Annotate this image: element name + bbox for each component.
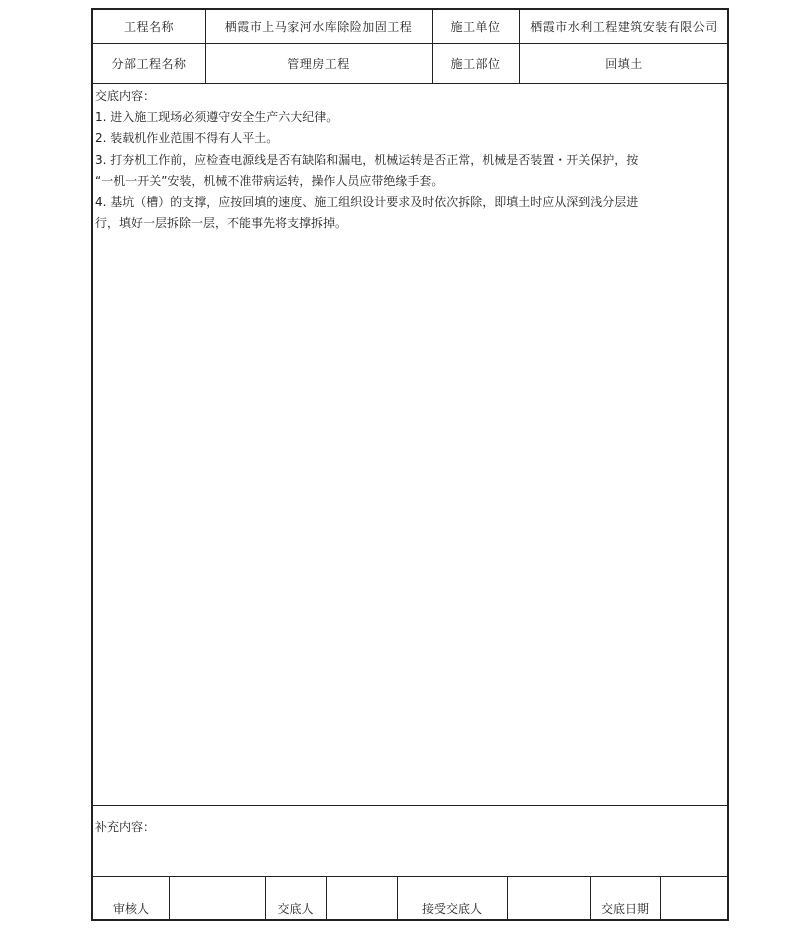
- row-divider: [93, 83, 727, 84]
- discloser-label: 交底人: [277, 901, 314, 916]
- reviewer-value: [170, 899, 265, 917]
- disclosure-form: [91, 8, 729, 921]
- construction-unit-label: 施工单位: [450, 20, 501, 34]
- content-line: 1. 进入施工现场必须遵守安全生产六大纪律。: [95, 110, 339, 125]
- project-name-label: 工程名称: [123, 20, 174, 34]
- date-value: [661, 899, 727, 917]
- receiver-label: 接受交底人: [421, 901, 482, 916]
- supplement-heading: 补充内容：: [95, 820, 156, 834]
- date-label: 交底日期: [600, 901, 649, 916]
- sub-project-value: 管理房工程: [287, 57, 350, 71]
- content-line: 4. 基坑（槽）的支撑，应按回填的速度、施工组织设计要求及时依次拆除，即填土时应从深到浅分层进: [95, 195, 639, 210]
- construction-part-value: 回填土: [605, 57, 643, 71]
- receiver-value: [508, 899, 590, 917]
- sub-project-label: 分部工程名称: [111, 57, 187, 71]
- content-line: “一机一开关”安装，机械不准带病运转，操作人员应带绝缘手套。: [95, 173, 444, 188]
- content-heading: 交底内容：: [95, 89, 156, 103]
- row-divider: [93, 805, 727, 806]
- construction-part-label: 施工部位: [450, 57, 501, 71]
- discloser-value: [327, 899, 397, 917]
- content-line: 3. 打夯机工作前，应检查电源线是否有缺陷和漏电，机械运转是否正常，机械是否装置・开关保护，按: [95, 152, 639, 167]
- project-name-value: 栖霞市上马家河水库除险加固工程: [224, 20, 413, 34]
- disclosure-content: [95, 86, 715, 234]
- reviewer-label: 审核人: [112, 901, 149, 916]
- content-line: 行，填好一层拆除一层，不能事先将支撑拆掉。: [95, 216, 348, 231]
- construction-unit-value: 栖霞市水利工程建筑安装有限公司: [530, 20, 718, 34]
- row-divider: [93, 876, 727, 877]
- content-line: 2. 装载机作业范围不得有人平土。: [95, 131, 279, 146]
